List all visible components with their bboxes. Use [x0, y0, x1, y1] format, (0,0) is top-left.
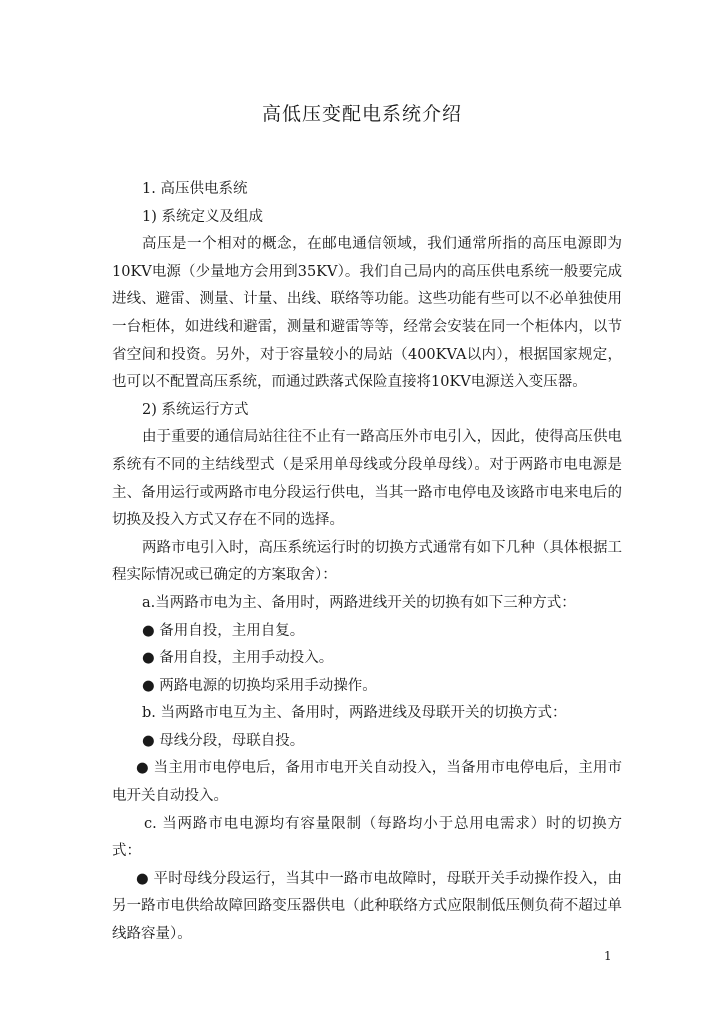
subsection-heading: 1) 系统定义及组成: [142, 208, 263, 225]
list-heading: c. 当两路市电电源均有容量限制（每路均小于总用电需求）时的切换方式：: [112, 815, 622, 860]
section-heading: 1. 高压供电系统: [142, 181, 248, 197]
bullet-item: ● 平时母线分段运行，当其中一路市电故障时，母联开关手动操作投入，由另一路市电供给故障回路变压器供电（此种联络方式应限制低压侧负荷不超过单线路容量）。: [112, 870, 622, 943]
body-paragraph: 两路市电引入时，高压系统运行时的切换方式通常有如下几种（具体根据工程实际情况或已确定的方案取舍）：: [112, 539, 622, 584]
page-number: 1: [604, 949, 612, 963]
list-heading: a.当两路市电为主、备用时，两路进线开关的切换有如下三种方式：: [142, 594, 576, 611]
bullet-item: ● 当主用市电停电后，备用市电开关自动投入，当备用市电停电后，主用市电开关自动投入。: [112, 760, 622, 805]
bullet-item: ● 备用自投，主用手动投入。: [142, 650, 334, 667]
bullet-item: ● 备用自投，主用自复。: [142, 622, 305, 639]
list-heading: b. 当两路市电互为主、备用时，两路进线及母联开关的切换方式：: [142, 705, 567, 722]
body-paragraph: 由于重要的通信局站往往不止有一路高压外市电引入，因此，使得高压供电系统有不同的主结线型式（是采用单母线或分段单母线）。对于两路市电电源是主、备用运行或两路市电分段运行供电，当其一路市电停电及该路市电来电后的切换及投入方式又存在不同的选择。: [112, 429, 622, 529]
body-paragraph: 高压是一个相对的概念，在邮电通信领域，我们通常所指的高压电源即为10KV电源（少量地方会用到35KV）。我们自己局内的高压供电系统一般要完成进线、避雷、测量、计量、出线、联络等功能。这些功能有些可以不必单独使用一台柜体，如进线和避雷，测量和避雷等等，经常会安装在同一个柜体内，以节省空间和投资。另外，对于容量较小的局站（400KVA以内），根据国家规定，也可以不配置高压系统，而通过跌落式保险直接将10KV电源送入变压器。: [112, 236, 622, 391]
subsection-heading: 2) 系统运行方式: [142, 401, 249, 418]
document-title: 高低压变配电系统介绍: [261, 103, 462, 125]
bullet-item: ● 两路电源的切换均采用手动操作。: [142, 677, 377, 694]
document-body: [112, 176, 622, 949]
bullet-item: ● 母线分段，母联自投。: [142, 732, 305, 749]
